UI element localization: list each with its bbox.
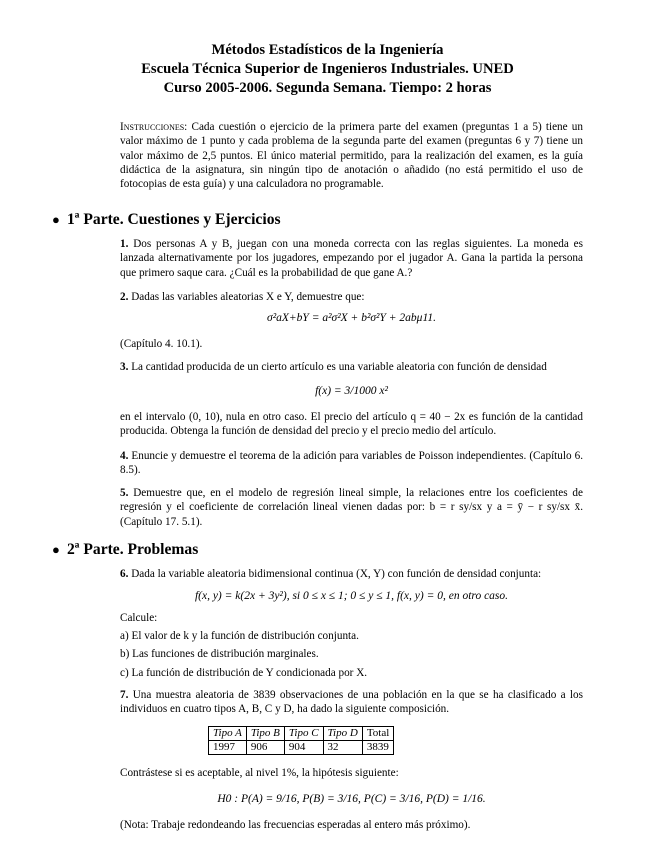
question-4 xyxy=(120,449,583,478)
question-text: Dada la variable aleatoria bidimensional continua (X, Y) con función de densidad conjunta: xyxy=(128,568,542,580)
q6-item-c: c) La función de distribución de Y condicionada por X. xyxy=(120,667,368,679)
question-number: 3. xyxy=(120,361,129,373)
q3-continuation: en el intervalo (0, 10), nula en otro caso. El precio del artículo q = 40 − 2x es función de la cantidad producida. Obtenga la función de densidad del precio y el precio medio del artículo. xyxy=(120,411,583,438)
table-cell: 3839 xyxy=(362,741,393,755)
q3-formula xyxy=(120,384,583,398)
part2-title xyxy=(52,540,198,560)
question-number: 7. xyxy=(120,689,129,701)
question-1 xyxy=(120,237,583,280)
table-header-cell: Tipo D xyxy=(323,727,362,741)
q6-item-a: a) El valor de k y la función de distribución conjunta. xyxy=(120,630,359,642)
instructions-label: Instrucciones: xyxy=(120,121,188,133)
bullet-icon: ● xyxy=(52,212,60,227)
table-cell: 904 xyxy=(284,741,323,755)
question-text: Dos personas A y B, juegan con una moneda correcta con las reglas siguientes. La moneda es lanzada alternativamente por los jugadores, empezando por el jugador A. Gana la partida la persona que primero saque cara. ¿Cuál es la probabilidad de que gane A.? xyxy=(120,238,583,279)
q2-formula xyxy=(120,311,583,325)
question-number: 6. xyxy=(120,568,129,580)
instructions xyxy=(120,120,583,191)
header-line-2: Escuela Técnica Superior de Ingenieros Industriales. UNED xyxy=(141,61,514,77)
table-header-row xyxy=(209,727,394,741)
bullet-icon: ● xyxy=(52,542,60,557)
q6-formula xyxy=(120,589,583,603)
question-3 xyxy=(120,360,583,374)
header-line-3: Curso 2005-2006. Segunda Semana. Tiempo: 2 horas xyxy=(163,80,492,96)
question-text: Dadas las variables aleatorias X e Y, demuestre que: xyxy=(128,291,365,303)
table-header-cell: Tipo B xyxy=(246,727,284,741)
header-line-1: Métodos Estadísticos de la Ingeniería xyxy=(211,42,444,58)
question-2 xyxy=(120,290,583,304)
table-cell: 906 xyxy=(246,741,284,755)
q6-calcule: Calcule: xyxy=(120,612,158,624)
question-number: 1. xyxy=(120,238,129,250)
table-header-cell: Tipo A xyxy=(209,727,247,741)
table-row xyxy=(209,741,394,755)
q7-formula xyxy=(120,792,583,806)
q2-reference: (Capítulo 4. 10.1). xyxy=(120,338,203,350)
question-number: 2. xyxy=(120,291,129,303)
question-7 xyxy=(120,688,583,717)
part1-title xyxy=(52,210,281,230)
table-cell: 32 xyxy=(323,741,362,755)
q6-item-b: b) Las funciones de distribución marginales. xyxy=(120,648,319,660)
question-text: Enuncie y demuestre el teorema de la adición para variables de Poisson independientes. (Capítulo 6. 8.5). xyxy=(120,450,583,477)
question-number: 5. xyxy=(120,487,129,499)
q7-contrast: Contrástese si es aceptable, al nivel 1%, la hipótesis siguiente: xyxy=(120,767,399,779)
instructions-text: Cada cuestión o ejercicio de la primera parte del examen (preguntas 1 a 5) tiene un valor máximo de 1 punto y cada problema de la segunda parte del examen (preguntas 6 y 7) tiene un valor máximo de 2,5 puntos. El único material permitido, para la realización del examen, es la guía didáctica de la asignatura, sin ningún tipo de anotación o añadido (no está permitido el uso de fotocopias de esta guía) y una calculadora no programable. xyxy=(120,121,583,191)
table-header-cell: Tipo C xyxy=(284,727,323,741)
q7-note: (Nota: Trabaje redondeando las frecuencias esperadas al entero más próximo). xyxy=(120,819,471,831)
question-number: 4. xyxy=(120,450,129,462)
question-5 xyxy=(120,486,583,529)
part1-title-text: 1ª Parte. Cuestiones y Ejercicios xyxy=(67,211,281,228)
question-6 xyxy=(120,567,583,581)
q2-formula-text: σ²aX+bY = a²σ²X + b²σ²Y + 2abμ11. xyxy=(267,312,436,324)
question-text: La cantidad producida de un cierto artículo es una variable aleatoria con función de densidad xyxy=(128,361,547,373)
question-text: Una muestra aleatoria de 3839 observaciones de una población en la que se ha clasificado a los individuos en cuatro tipos A, B, C y D, ha dado la siguiente composición. xyxy=(120,689,583,716)
q3-formula-text: f(x) = 3/1000 x² xyxy=(315,385,388,397)
q7-formula-text: H0 : P(A) = 9/16, P(B) = 3/16, P(C) = 3/16, P(D) = 1/16. xyxy=(217,793,486,805)
composition-table xyxy=(208,726,394,755)
q6-formula-text: f(x, y) = k(2x + 3y²), si 0 ≤ x ≤ 1; 0 ≤ y ≤ 1, f(x, y) = 0, en otro caso. xyxy=(194,590,509,602)
part2-title-text: 2ª Parte. Problemas xyxy=(67,541,199,558)
table-header-cell: Total xyxy=(362,727,393,741)
table-cell: 1997 xyxy=(209,741,247,755)
question-text: Demuestre que, en el modelo de regresión lineal simple, la relaciones entre los coeficientes de regresión y el coeficiente de correlación lineal vienen dadas por: b = r sy/sx y a = ȳ − r sy/sx x̄. (Capítulo 17. 5.1). xyxy=(120,487,583,528)
